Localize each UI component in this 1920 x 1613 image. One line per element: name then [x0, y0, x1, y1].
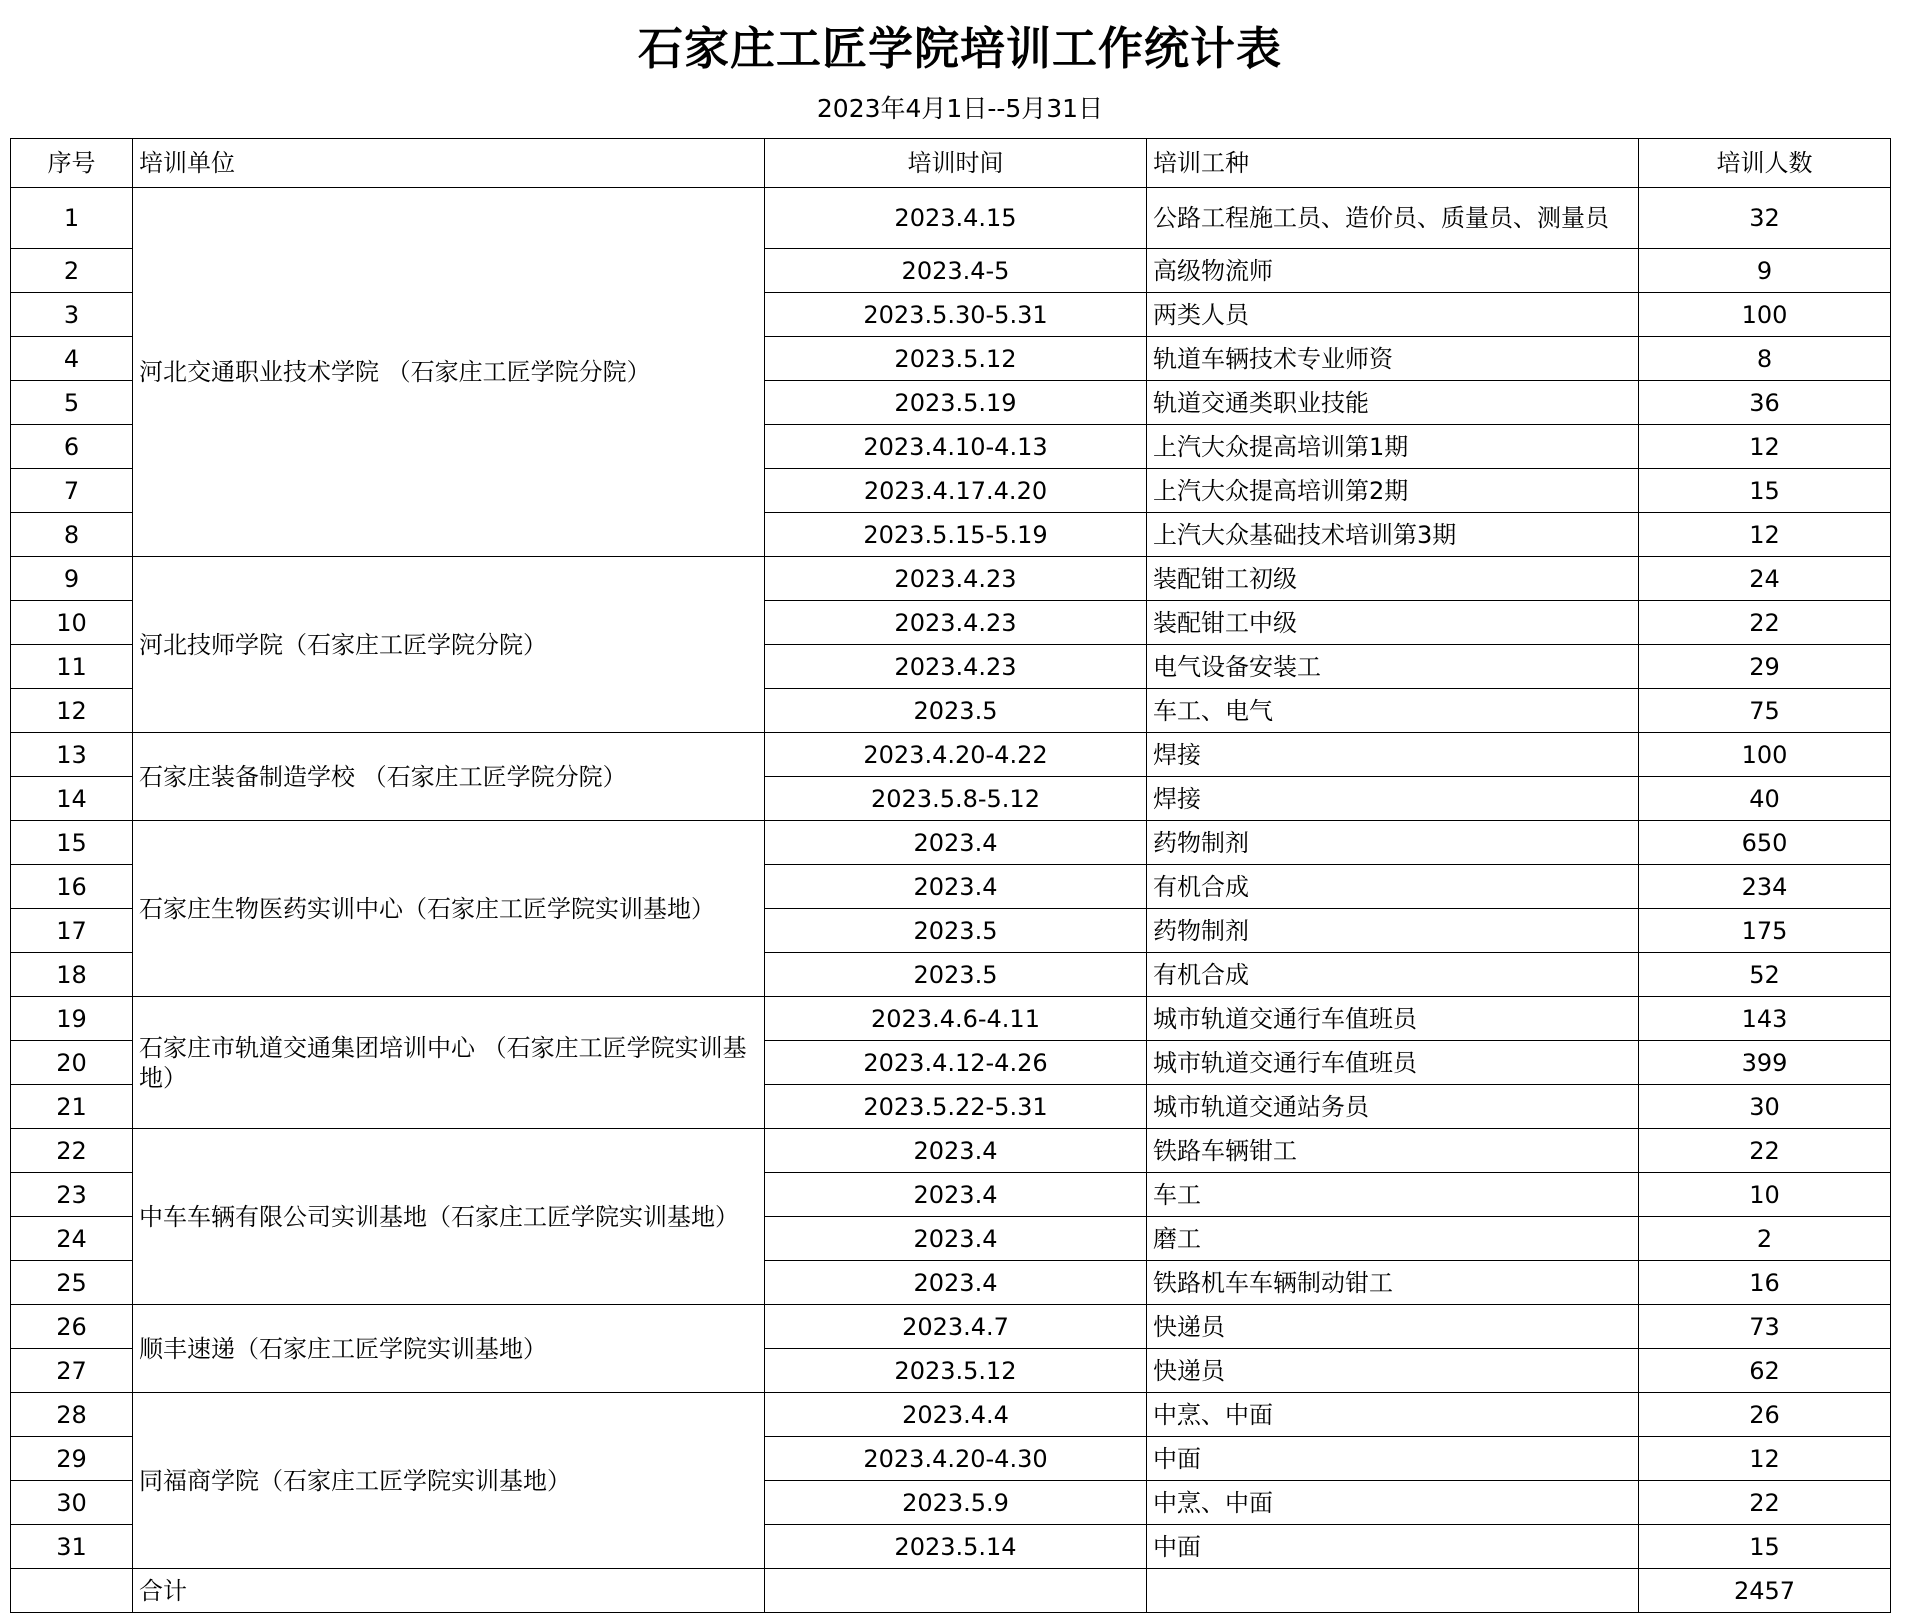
cell-training-time: 2023.4.10-4.13	[765, 425, 1147, 469]
cell-training-count: 175	[1639, 909, 1891, 953]
cell-training-time: 2023.4	[765, 865, 1147, 909]
column-header-type: 培训工种	[1147, 139, 1639, 188]
cell-training-time: 2023.5	[765, 689, 1147, 733]
cell-training-type: 城市轨道交通行车值班员	[1147, 997, 1639, 1041]
cell-training-type: 公路工程施工员、造价员、质量员、测量员	[1147, 188, 1639, 249]
cell-training-time: 2023.5	[765, 909, 1147, 953]
cell-no: 3	[11, 293, 133, 337]
cell-training-count: 32	[1639, 188, 1891, 249]
cell-training-count: 143	[1639, 997, 1891, 1041]
total-row	[11, 1569, 1891, 1613]
cell-training-count: 8	[1639, 337, 1891, 381]
cell-training-time: 2023.5.15-5.19	[765, 513, 1147, 557]
cell-training-time: 2023.5.12	[765, 1349, 1147, 1393]
cell-training-type: 上汽大众基础技术培训第3期	[1147, 513, 1639, 557]
cell-training-count: 100	[1639, 733, 1891, 777]
column-header-no: 序号	[11, 139, 133, 188]
cell-training-type: 城市轨道交通行车值班员	[1147, 1041, 1639, 1085]
cell-training-count: 16	[1639, 1261, 1891, 1305]
total-label: 合计	[133, 1569, 765, 1613]
cell-training-time: 2023.4	[765, 1173, 1147, 1217]
cell-training-unit: 河北交通职业技术学院 （石家庄工匠学院分院）	[133, 188, 765, 557]
cell-training-count: 22	[1639, 601, 1891, 645]
table-row	[11, 1305, 1891, 1349]
cell-training-time: 2023.5.8-5.12	[765, 777, 1147, 821]
cell-no: 16	[11, 865, 133, 909]
cell-training-count: 15	[1639, 469, 1891, 513]
cell-training-unit: 中车车辆有限公司实训基地（石家庄工匠学院实训基地）	[133, 1129, 765, 1305]
table-row	[11, 188, 1891, 249]
table-header	[11, 139, 1891, 188]
cell-training-type: 铁路车辆钳工	[1147, 1129, 1639, 1173]
cell-training-type: 快递员	[1147, 1349, 1639, 1393]
cell-training-type: 快递员	[1147, 1305, 1639, 1349]
cell-training-time: 2023.4-5	[765, 249, 1147, 293]
cell-training-time: 2023.4.12-4.26	[765, 1041, 1147, 1085]
table-row	[11, 997, 1891, 1041]
cell-training-time: 2023.5.22-5.31	[765, 1085, 1147, 1129]
cell-training-count: 12	[1639, 1437, 1891, 1481]
cell-training-type: 铁路机车车辆制动钳工	[1147, 1261, 1639, 1305]
cell-no: 10	[11, 601, 133, 645]
column-header-unit: 培训单位	[133, 139, 765, 188]
cell-training-time: 2023.5	[765, 953, 1147, 997]
cell-no: 15	[11, 821, 133, 865]
cell-training-type: 装配钳工中级	[1147, 601, 1639, 645]
cell-training-time: 2023.4.6-4.11	[765, 997, 1147, 1041]
cell-training-count: 29	[1639, 645, 1891, 689]
cell-training-unit: 同福商学院（石家庄工匠学院实训基地）	[133, 1393, 765, 1569]
cell-training-type: 中烹、中面	[1147, 1481, 1639, 1525]
cell-no: 19	[11, 997, 133, 1041]
cell-no: 13	[11, 733, 133, 777]
cell-training-type: 装配钳工初级	[1147, 557, 1639, 601]
cell-training-time: 2023.5.30-5.31	[765, 293, 1147, 337]
cell-training-count: 15	[1639, 1525, 1891, 1569]
cell-training-count: 52	[1639, 953, 1891, 997]
cell-no: 26	[11, 1305, 133, 1349]
total-count: 2457	[1639, 1569, 1891, 1613]
total-row-spacer	[11, 1569, 133, 1613]
cell-training-time: 2023.4.23	[765, 645, 1147, 689]
cell-no: 14	[11, 777, 133, 821]
cell-training-time: 2023.4	[765, 821, 1147, 865]
cell-no: 20	[11, 1041, 133, 1085]
cell-training-unit: 石家庄装备制造学校 （石家庄工匠学院分院）	[133, 733, 765, 821]
cell-training-type: 中面	[1147, 1437, 1639, 1481]
cell-training-type: 焊接	[1147, 733, 1639, 777]
total-row-time-blank	[765, 1569, 1147, 1613]
cell-training-count: 650	[1639, 821, 1891, 865]
cell-no: 24	[11, 1217, 133, 1261]
cell-training-count: 36	[1639, 381, 1891, 425]
cell-training-unit: 河北技师学院（石家庄工匠学院分院）	[133, 557, 765, 733]
cell-training-count: 12	[1639, 513, 1891, 557]
cell-training-count: 22	[1639, 1481, 1891, 1525]
cell-no: 18	[11, 953, 133, 997]
table-row	[11, 733, 1891, 777]
cell-training-type: 城市轨道交通站务员	[1147, 1085, 1639, 1129]
cell-training-type: 有机合成	[1147, 953, 1639, 997]
cell-training-time: 2023.4	[765, 1261, 1147, 1305]
table-row	[11, 821, 1891, 865]
cell-training-time: 2023.4	[765, 1217, 1147, 1261]
cell-training-type: 有机合成	[1147, 865, 1639, 909]
cell-training-type: 两类人员	[1147, 293, 1639, 337]
cell-training-time: 2023.5.12	[765, 337, 1147, 381]
cell-training-type: 中面	[1147, 1525, 1639, 1569]
cell-training-time: 2023.4.4	[765, 1393, 1147, 1437]
column-header-count: 培训人数	[1639, 139, 1891, 188]
cell-no: 31	[11, 1525, 133, 1569]
cell-no: 21	[11, 1085, 133, 1129]
cell-training-time: 2023.5.19	[765, 381, 1147, 425]
cell-training-count: 73	[1639, 1305, 1891, 1349]
cell-training-time: 2023.4.20-4.22	[765, 733, 1147, 777]
cell-training-unit: 石家庄市轨道交通集团培训中心 （石家庄工匠学院实训基地）	[133, 997, 765, 1129]
cell-training-count: 62	[1639, 1349, 1891, 1393]
cell-training-count: 9	[1639, 249, 1891, 293]
cell-no: 22	[11, 1129, 133, 1173]
table-body	[11, 188, 1891, 1613]
cell-no: 8	[11, 513, 133, 557]
cell-training-type: 车工	[1147, 1173, 1639, 1217]
cell-training-time: 2023.5.9	[765, 1481, 1147, 1525]
cell-training-time: 2023.4.17.4.20	[765, 469, 1147, 513]
cell-training-count: 30	[1639, 1085, 1891, 1129]
page-title: 石家庄工匠学院培训工作统计表	[637, 22, 1282, 75]
cell-training-time: 2023.4.15	[765, 188, 1147, 249]
cell-training-unit: 石家庄生物医药实训中心（石家庄工匠学院实训基地）	[133, 821, 765, 997]
cell-training-time: 2023.4.23	[765, 557, 1147, 601]
cell-training-type: 上汽大众提高培训第1期	[1147, 425, 1639, 469]
cell-no: 11	[11, 645, 133, 689]
cell-no: 1	[11, 188, 133, 249]
cell-training-type: 高级物流师	[1147, 249, 1639, 293]
cell-training-unit: 顺丰速递（石家庄工匠学院实训基地）	[133, 1305, 765, 1393]
cell-no: 5	[11, 381, 133, 425]
cell-no: 25	[11, 1261, 133, 1305]
cell-no: 28	[11, 1393, 133, 1437]
cell-training-time: 2023.4.7	[765, 1305, 1147, 1349]
cell-training-type: 车工、电气	[1147, 689, 1639, 733]
cell-training-type: 中烹、中面	[1147, 1393, 1639, 1437]
table-row	[11, 557, 1891, 601]
cell-training-type: 电气设备安装工	[1147, 645, 1639, 689]
cell-no: 2	[11, 249, 133, 293]
cell-training-type: 轨道车辆技术专业师资	[1147, 337, 1639, 381]
cell-no: 29	[11, 1437, 133, 1481]
cell-training-count: 26	[1639, 1393, 1891, 1437]
cell-training-count: 2	[1639, 1217, 1891, 1261]
cell-training-time: 2023.4.20-4.30	[765, 1437, 1147, 1481]
column-header-time: 培训时间	[765, 139, 1147, 188]
cell-training-time: 2023.4	[765, 1129, 1147, 1173]
cell-training-count: 22	[1639, 1129, 1891, 1173]
cell-no: 12	[11, 689, 133, 733]
cell-no: 7	[11, 469, 133, 513]
cell-training-count: 24	[1639, 557, 1891, 601]
cell-training-type: 药物制剂	[1147, 821, 1639, 865]
header-row	[11, 139, 1891, 188]
cell-training-count: 40	[1639, 777, 1891, 821]
page-subtitle: 2023年4月1日--5月31日	[816, 94, 1104, 123]
cell-no: 6	[11, 425, 133, 469]
table-row	[11, 1393, 1891, 1437]
cell-no: 9	[11, 557, 133, 601]
cell-no: 17	[11, 909, 133, 953]
cell-training-count: 399	[1639, 1041, 1891, 1085]
cell-no: 30	[11, 1481, 133, 1525]
cell-training-time: 2023.5.14	[765, 1525, 1147, 1569]
cell-no: 4	[11, 337, 133, 381]
cell-training-type: 轨道交通类职业技能	[1147, 381, 1639, 425]
cell-training-count: 100	[1639, 293, 1891, 337]
training-statistics-table	[10, 138, 1891, 1613]
cell-training-count: 10	[1639, 1173, 1891, 1217]
cell-no: 23	[11, 1173, 133, 1217]
total-row-type-blank	[1147, 1569, 1639, 1613]
cell-training-count: 234	[1639, 865, 1891, 909]
cell-training-type: 药物制剂	[1147, 909, 1639, 953]
cell-training-type: 焊接	[1147, 777, 1639, 821]
table-row	[11, 1129, 1891, 1173]
cell-training-type: 磨工	[1147, 1217, 1639, 1261]
cell-training-time: 2023.4.23	[765, 601, 1147, 645]
cell-training-count: 12	[1639, 425, 1891, 469]
cell-training-type: 上汽大众提高培训第2期	[1147, 469, 1639, 513]
cell-training-count: 75	[1639, 689, 1891, 733]
cell-no: 27	[11, 1349, 133, 1393]
